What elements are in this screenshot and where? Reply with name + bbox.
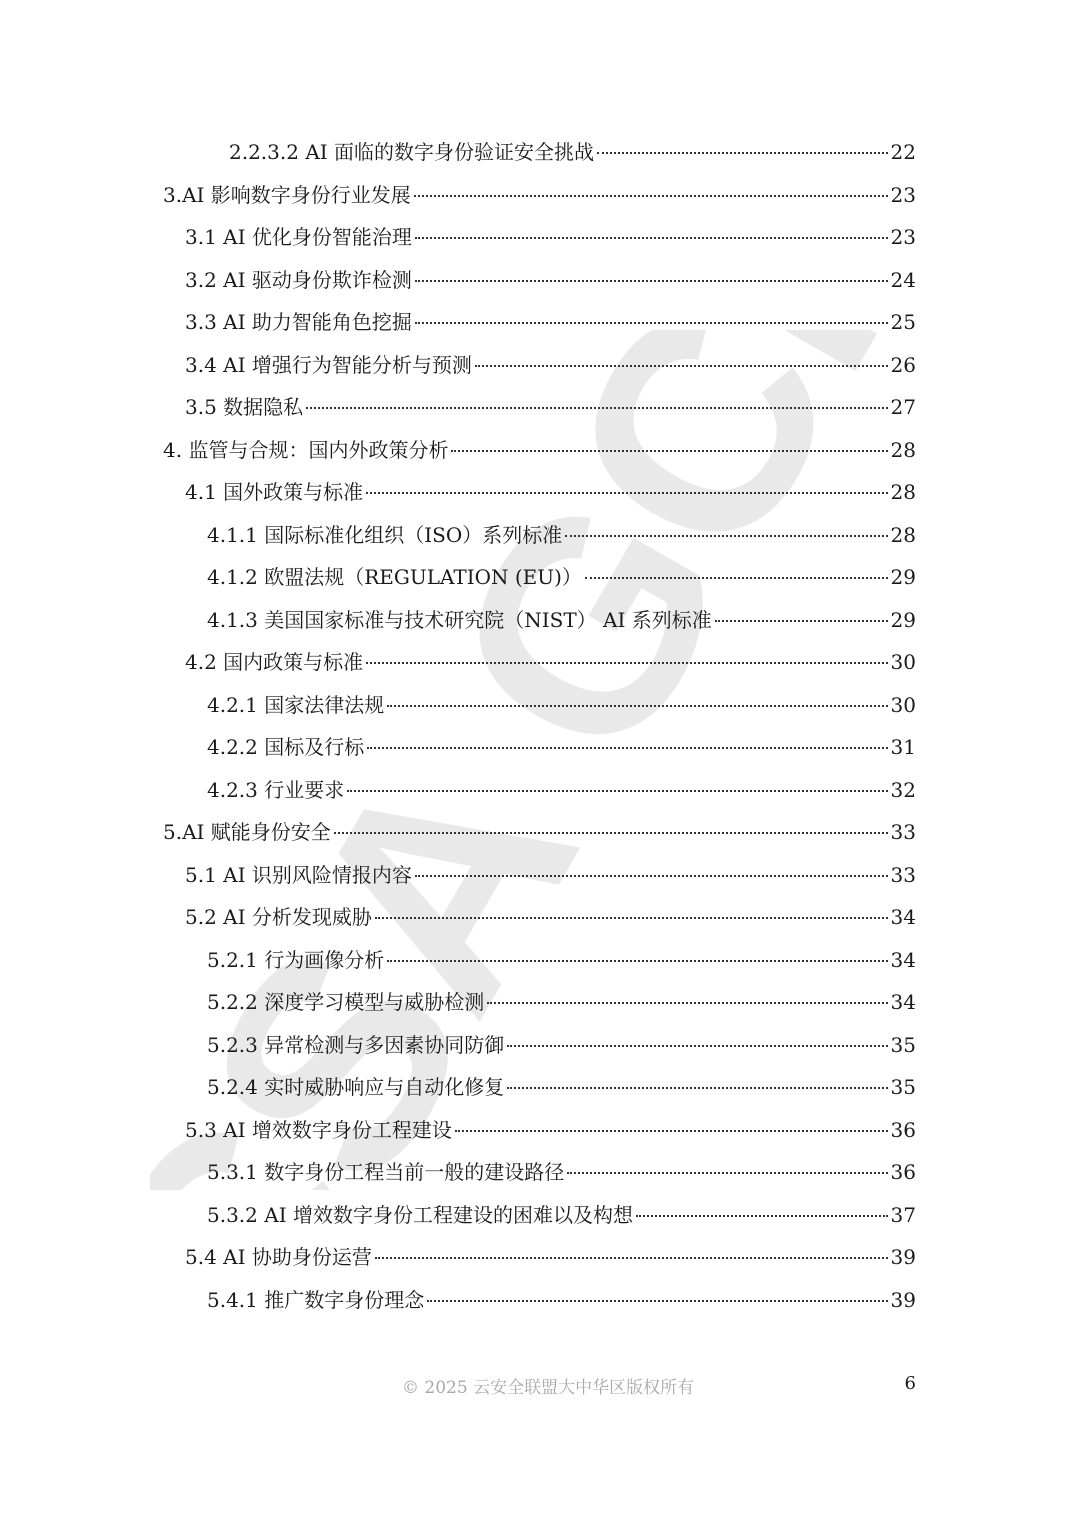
toc-entry[interactable] bbox=[207, 599, 916, 641]
toc-entry-page-number: 28 bbox=[890, 522, 916, 547]
toc-entry[interactable] bbox=[163, 429, 916, 471]
toc-entry-page-number: 39 bbox=[890, 1245, 916, 1269]
toc-entry[interactable] bbox=[207, 1024, 916, 1066]
toc-entry-page-number: 30 bbox=[890, 692, 916, 717]
toc-entry-page-number: 34 bbox=[890, 947, 916, 972]
toc-dot-leader bbox=[366, 492, 887, 494]
toc-entry-page-number: 32 bbox=[890, 777, 916, 802]
toc-dot-leader bbox=[387, 960, 887, 962]
toc-entry-title: 3.1 AI 优化身份智能治理 bbox=[185, 225, 412, 249]
toc-entry-title: 4.1.1 国际标准化组织（ISO）系列标准 bbox=[207, 522, 563, 547]
toc-entry[interactable] bbox=[207, 981, 916, 1023]
toc-dot-leader bbox=[415, 280, 888, 282]
toc-entry-title: 5.2.4 实时威胁响应与自动化修复 bbox=[207, 1075, 505, 1099]
toc-entry-title: 4. 监管与合规：国内外政策分析 bbox=[163, 437, 449, 462]
watermark-text: CSA GCR bbox=[150, 330, 950, 1190]
toc-entry-title: 4.2 国内政策与标准 bbox=[185, 650, 364, 674]
toc-entry-title: 4.1.2 欧盟法规（REGULATION (EU)） bbox=[207, 565, 582, 589]
toc-entry-page-number: 25 bbox=[890, 310, 916, 334]
toc-entry[interactable] bbox=[185, 1109, 916, 1151]
toc-dot-leader bbox=[455, 1130, 888, 1132]
toc-entry-title: 5.2.3 异常检测与多因素协同防御 bbox=[207, 1032, 505, 1057]
toc-dot-leader bbox=[347, 790, 887, 792]
toc-entry[interactable] bbox=[185, 1236, 916, 1278]
toc-entry[interactable] bbox=[207, 939, 916, 981]
toc-dot-leader bbox=[636, 1215, 888, 1217]
toc-entry-page-number: 34 bbox=[890, 990, 916, 1014]
toc-entry[interactable] bbox=[185, 896, 916, 938]
toc-dot-leader bbox=[375, 1257, 888, 1259]
toc-entry[interactable] bbox=[185, 216, 916, 258]
toc-entry-title: 5.2 AI 分析发现威胁 bbox=[185, 905, 372, 929]
toc-dot-leader bbox=[715, 620, 888, 622]
toc-entry-title: 5.4 AI 协助身份运营 bbox=[185, 1245, 372, 1269]
toc-entry-page-number: 31 bbox=[890, 735, 916, 759]
toc-entry[interactable] bbox=[207, 769, 916, 811]
toc-entry-title: 3.AI 影响数字身份行业发展 bbox=[163, 182, 411, 207]
toc-entry[interactable] bbox=[207, 514, 916, 556]
toc-entry-title: 5.2.1 行为画像分析 bbox=[207, 947, 385, 972]
toc-entry[interactable] bbox=[207, 1066, 916, 1108]
toc-entry-title: 2.2.3.2 AI 面临的数字身份验证安全挑战 bbox=[229, 140, 595, 164]
toc-dot-leader bbox=[414, 195, 888, 197]
toc-dot-leader bbox=[597, 152, 888, 154]
toc-dot-leader bbox=[415, 322, 888, 324]
toc-entry-page-number: 28 bbox=[890, 437, 916, 462]
toc-entry-title: 3.5 数据隐私 bbox=[185, 395, 304, 419]
toc-entry[interactable] bbox=[185, 471, 916, 513]
toc-dot-leader bbox=[451, 450, 887, 452]
toc-dot-leader bbox=[387, 705, 887, 707]
toc-dot-leader bbox=[585, 577, 888, 579]
toc-entry[interactable] bbox=[185, 259, 916, 301]
toc-entry-page-number: 36 bbox=[890, 1160, 916, 1184]
toc-entry-title: 5.2.2 深度学习模型与威胁检测 bbox=[207, 990, 485, 1014]
toc-dot-leader bbox=[415, 875, 888, 877]
toc-dot-leader bbox=[507, 1045, 887, 1047]
toc-entry-page-number: 28 bbox=[890, 480, 916, 504]
toc-entry[interactable] bbox=[207, 1151, 916, 1193]
toc-entry-page-number: 26 bbox=[890, 352, 916, 377]
toc-entry-title: 4.2.1 国家法律法规 bbox=[207, 692, 385, 717]
toc-entry[interactable] bbox=[229, 131, 916, 173]
toc-entry[interactable] bbox=[185, 386, 916, 428]
toc-entry-page-number: 27 bbox=[890, 395, 916, 419]
toc-dot-leader bbox=[427, 1300, 887, 1302]
toc-dot-leader bbox=[567, 1172, 887, 1174]
toc-entry[interactable] bbox=[163, 811, 916, 853]
toc-entry-title: 4.2.2 国标及行标 bbox=[207, 735, 365, 759]
toc-entry-title: 3.4 AI 增强行为智能分析与预测 bbox=[185, 352, 472, 377]
toc-dot-leader bbox=[367, 747, 887, 749]
toc-entry-page-number: 35 bbox=[890, 1075, 916, 1099]
page-number: 6 bbox=[904, 1373, 916, 1394]
toc-entry[interactable] bbox=[207, 556, 916, 598]
toc-dot-leader bbox=[415, 237, 888, 239]
toc-entry[interactable] bbox=[185, 301, 916, 343]
toc-dot-leader bbox=[334, 832, 888, 834]
toc-entry-title: 4.1 国外政策与标准 bbox=[185, 480, 364, 504]
toc-entry[interactable] bbox=[185, 854, 916, 896]
toc-dot-leader bbox=[487, 1002, 887, 1004]
toc-entry-title: 5.3.1 数字身份工程当前一般的建设路径 bbox=[207, 1160, 565, 1184]
toc-entry[interactable] bbox=[185, 641, 916, 683]
toc-dot-leader bbox=[475, 365, 888, 367]
toc-entry-title: 3.2 AI 驱动身份欺诈检测 bbox=[185, 267, 412, 292]
toc-entry-page-number: 30 bbox=[890, 650, 916, 674]
toc-entry[interactable] bbox=[207, 1194, 916, 1236]
toc-entry[interactable] bbox=[185, 344, 916, 386]
toc-entry-title: 5.4.1 推广数字身份理念 bbox=[207, 1287, 425, 1312]
toc-entry-page-number: 33 bbox=[890, 820, 916, 844]
toc-dot-leader bbox=[507, 1087, 887, 1089]
toc-entry-title: 5.1 AI 识别风险情报内容 bbox=[185, 862, 412, 887]
toc-dot-leader bbox=[375, 917, 888, 919]
toc-entry-page-number: 22 bbox=[890, 140, 916, 164]
toc-entry-title: 5.3 AI 增效数字身份工程建设 bbox=[185, 1117, 452, 1142]
toc-entry-title: 4.2.3 行业要求 bbox=[207, 777, 345, 802]
toc-entry-title: 5.AI 赋能身份安全 bbox=[163, 820, 331, 844]
toc-entry[interactable] bbox=[163, 174, 916, 216]
toc-entry-page-number: 24 bbox=[890, 267, 916, 292]
toc-entry-page-number: 34 bbox=[890, 905, 916, 929]
toc-entry-page-number: 37 bbox=[890, 1202, 916, 1227]
toc-entry-title: 4.1.3 美国国家标准与技术研究院（NIST） AI 系列标准 bbox=[207, 607, 712, 632]
toc-entry-title: 5.3.2 AI 增效数字身份工程建设的困难以及构想 bbox=[207, 1202, 633, 1227]
toc-entry[interactable] bbox=[207, 684, 916, 726]
toc-dot-leader bbox=[306, 407, 887, 409]
toc-entry-page-number: 29 bbox=[890, 565, 916, 589]
toc-entry[interactable] bbox=[207, 1279, 916, 1321]
toc-dot-leader bbox=[366, 662, 887, 664]
toc-entry-title: 3.3 AI 助力智能角色挖掘 bbox=[185, 310, 412, 334]
toc-entry-page-number: 29 bbox=[890, 607, 916, 632]
page-footer bbox=[0, 1373, 1080, 1399]
toc-entry-page-number: 36 bbox=[890, 1117, 916, 1142]
toc-entry-page-number: 23 bbox=[890, 225, 916, 249]
toc-entry-page-number: 33 bbox=[890, 862, 916, 887]
toc-entry-page-number: 39 bbox=[890, 1287, 916, 1312]
copyright-notice: © 2025 云安全联盟大中华区版权所有 bbox=[402, 1378, 695, 1398]
toc-entry[interactable] bbox=[207, 726, 916, 768]
toc-entry-page-number: 23 bbox=[890, 182, 916, 207]
toc-entry-page-number: 35 bbox=[890, 1032, 916, 1057]
toc-dot-leader bbox=[565, 535, 887, 537]
